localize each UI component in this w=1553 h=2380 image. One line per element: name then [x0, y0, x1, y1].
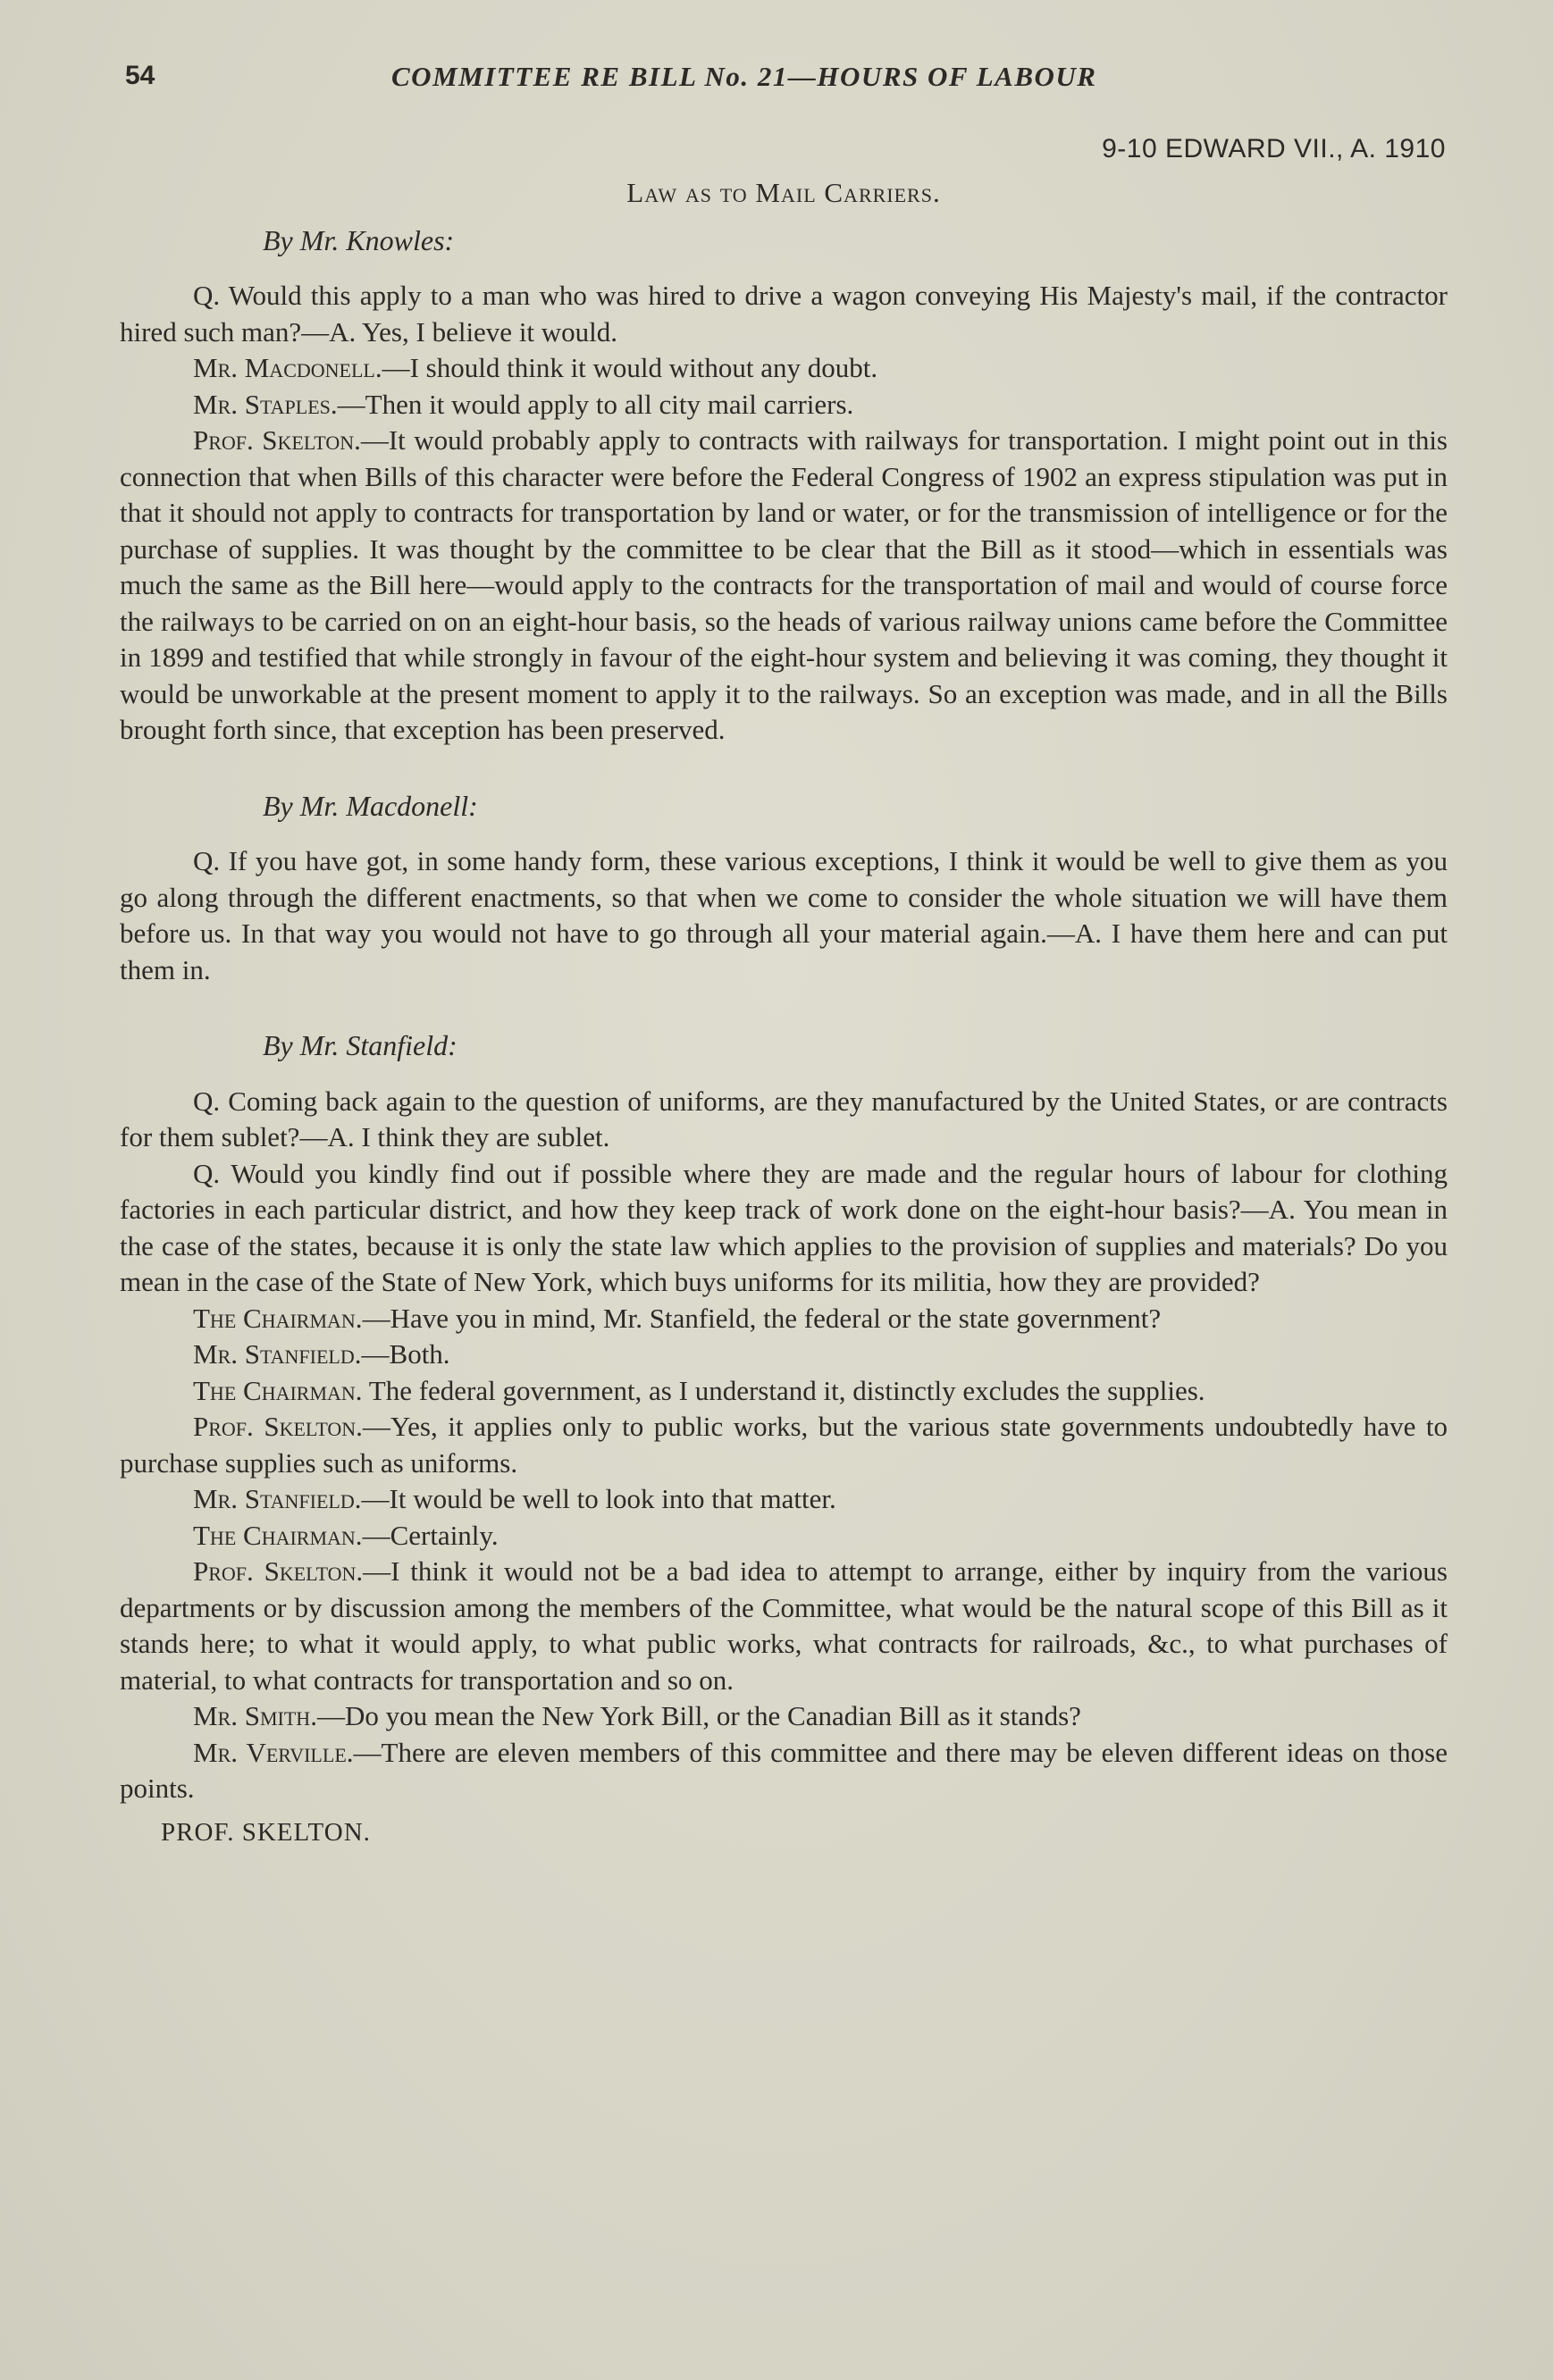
- paragraph-text: Q. Would this apply to a man who was hired to drive a wagon conveying His Majesty's mail, if the contractor hired such man?—A. Yes, I believe it would.: [120, 280, 1448, 348]
- speaker-name: Mr. Smith.: [193, 1700, 317, 1731]
- paragraph: [120, 1373, 1448, 1410]
- document-body: [120, 175, 1448, 1850]
- paragraph: [120, 278, 1448, 350]
- paragraph-text: —There are eleven members of this committee and there may be eleven different ideas on those points.: [120, 1736, 1448, 1804]
- paragraph: [120, 387, 1448, 423]
- examiner-heading: By Mr. Knowles:: [263, 223, 455, 256]
- speaker-name: Mr. Verville.: [193, 1736, 354, 1768]
- speaker-name: The Chairman.: [193, 1374, 363, 1406]
- paragraph-text: —It would be well to look into that matter.: [361, 1483, 836, 1514]
- paragraph-text: Q. Coming back again to the question of uniforms, are they manufactured by the United States, or are contracts for them sublet?—A. I think they are sublet.: [120, 1085, 1448, 1152]
- paragraph: [120, 1301, 1448, 1337]
- speaker-name: Mr. Macdonell.: [193, 352, 382, 383]
- speaker-name: Mr. Staples.: [193, 388, 338, 420]
- paragraph-text: The federal government, as I understand it, distinctly excludes the supplies.: [362, 1374, 1205, 1406]
- speaker-signature: PROF. SKELTON.: [161, 1817, 371, 1847]
- paragraph-text: —Certainly.: [362, 1519, 499, 1551]
- paragraph: [120, 1481, 1448, 1518]
- speaker-name: The Chairman.: [193, 1519, 363, 1551]
- paragraph: [120, 1518, 1448, 1555]
- paragraph: [120, 1554, 1448, 1698]
- paragraph-text: —It would probably apply to contracts with railways for transportation. I might point out in this connection that when Bills of this character were before the Federal Congress of 1902 an express stipulation was put in that it should not apply to contracts for transportation by land or water, or for the transmission of intelligence or for the purchase of supplies. It was thought by the committee to be clear that the Bill as it stood—which in essentials was much the same as the Bill here—would apply to the contracts for the transportation of mail and would of course force the railways to be carried on on an eight-hour basis, so the heads of various railway unions came before the Committee in 1899 and testified that while strongly in favour of the eight-hour system and believing it was coming, they thought it would be unworkable at the present moment to apply it to the railways. So an exception was made, and in all the Bills brought forth since, that exception has been preserved.: [120, 424, 1448, 745]
- paragraph-text: Q. If you have got, in some handy form, these various exceptions, I think it would be well to give them as you go along through the different enactments, so that when we come to consider the whole situation we will have them before us. In that way you would not have to go through all your material again.—A. I have them here and can put them in.: [120, 845, 1448, 985]
- speaker-name: Mr. Stanfield.: [193, 1483, 362, 1514]
- paragraph-text: —I think it would not be a bad idea to attempt to arrange, either by inquiry from the various departments or by discussion among the members of the Committee, what would be the natural scope of this Bill as it stands here; to what it would apply, to what public works, what contracts for railroads, &c., to what purchases of material, to what contracts for transportation and so on.: [120, 1555, 1448, 1696]
- section-title: Law as to Mail Carriers.: [626, 177, 941, 208]
- speaker-name: Mr. Stanfield.: [193, 1338, 362, 1370]
- paragraph-text: —I should think it would without any doubt.: [382, 352, 878, 383]
- paragraph: [120, 1698, 1448, 1735]
- session-line: 9-10 EDWARD VII., A. 1910: [1102, 134, 1446, 163]
- paragraph-text: —Both.: [361, 1338, 450, 1370]
- paragraph: [120, 1735, 1448, 1807]
- paragraph: [120, 1084, 1448, 1156]
- paragraph-text: —Yes, it applies only to public works, but the various state governments undoubtedly have to purchase supplies such as uniforms.: [120, 1411, 1448, 1479]
- speaker-name: Prof. Skelton.: [193, 424, 361, 456]
- paragraph: [120, 1156, 1448, 1301]
- paragraph: [120, 350, 1448, 387]
- running-title: COMMITTEE RE BILL No. 21—HOURS OF LABOUR: [391, 61, 1097, 92]
- page-header: [125, 61, 1448, 100]
- page-number: 54: [125, 61, 155, 90]
- paragraph-text: —Do you mean the New York Bill, or the Canadian Bill as it stands?: [316, 1700, 1081, 1731]
- speaker-name: Prof. Skelton.: [193, 1555, 364, 1587]
- paragraph: [120, 843, 1448, 988]
- paragraph-text: —Have you in mind, Mr. Stanfield, the federal or the state government?: [362, 1302, 1162, 1334]
- paragraph-text: Q. Would you kindly find out if possible where they are made and the regular hours of labour for clothing factories in each particular district, and how they keep track of work done on the eight-hour basis?—A. You mean in the case of the states, because it is only the state law which applies to the provision of supplies and materials? Do you mean in the case of the State of New York, which buys uniforms for its militia, how they are provided?: [120, 1157, 1448, 1297]
- examiner-heading: By Mr. Macdonell:: [263, 789, 478, 822]
- speaker-name: Prof. Skelton.: [193, 1411, 363, 1442]
- paragraph: [120, 1337, 1448, 1373]
- paragraph-text: —Then it would apply to all city mail carriers.: [337, 388, 854, 420]
- paragraph: [120, 1409, 1448, 1481]
- examiner-heading: By Mr. Stanfield:: [263, 1029, 458, 1061]
- paragraph: [120, 423, 1448, 749]
- speaker-name: The Chairman.: [193, 1302, 363, 1334]
